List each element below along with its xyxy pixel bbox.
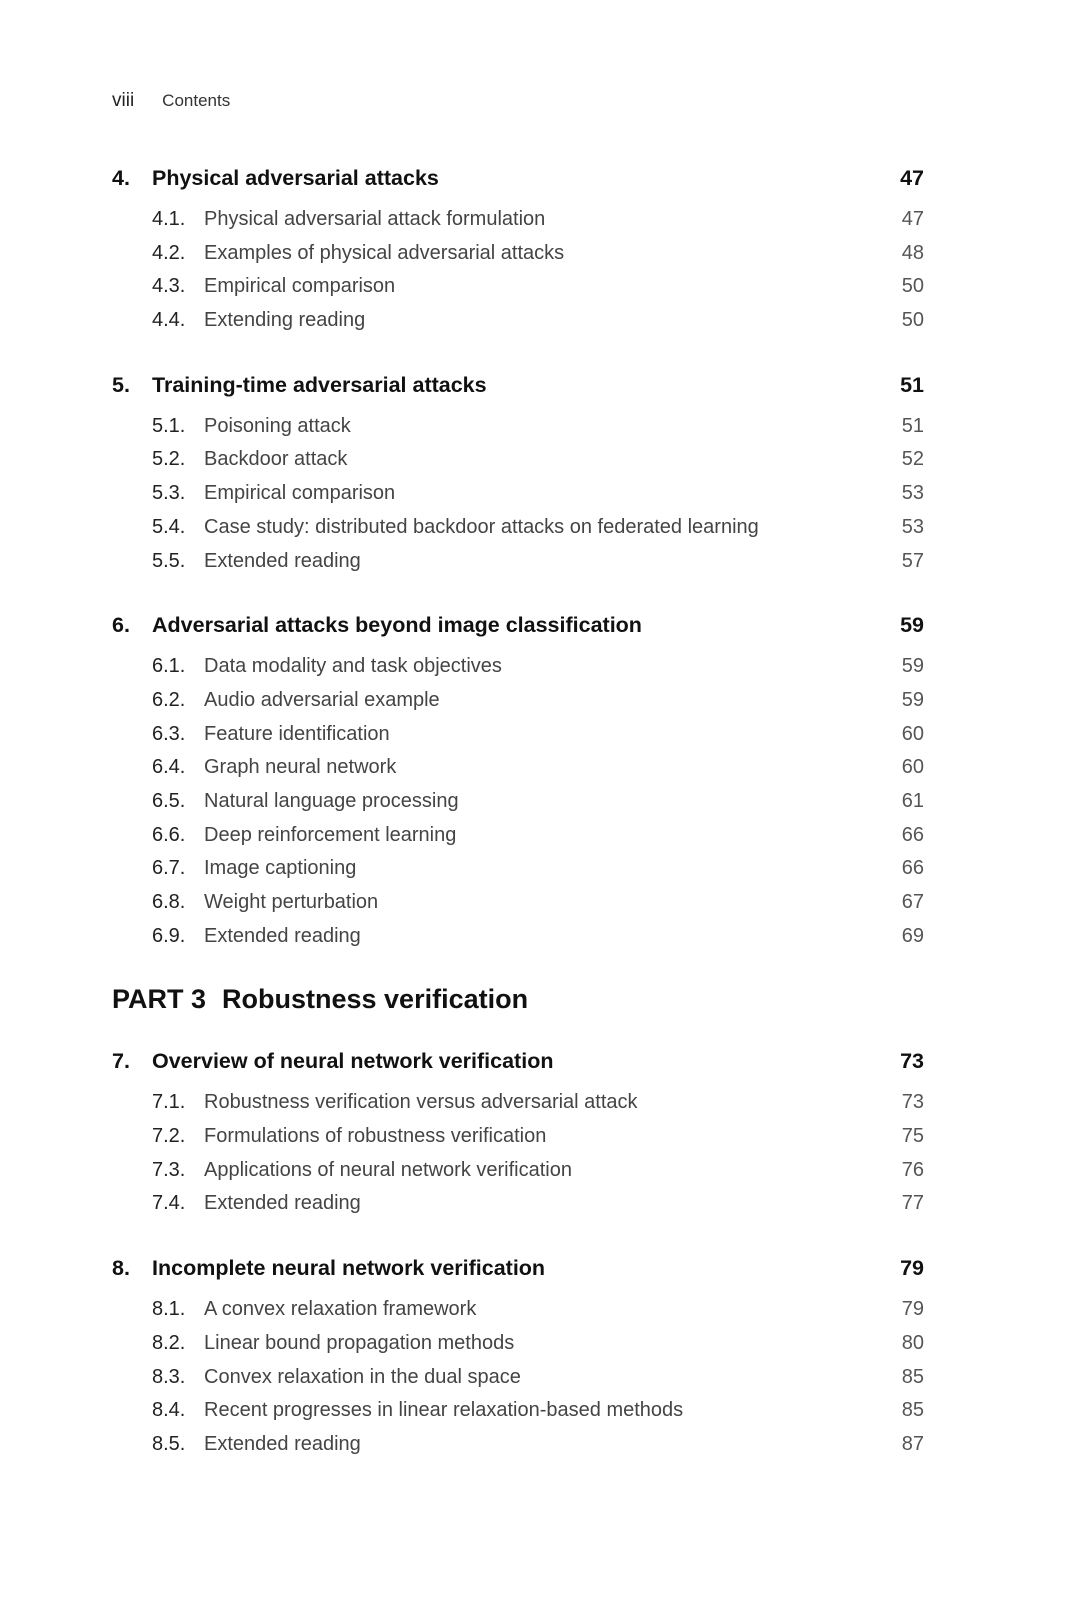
running-head — [112, 90, 230, 112]
section-title: Extended reading — [204, 1432, 361, 1455]
section-page: 69 — [901, 924, 924, 947]
section-entry[interactable] — [112, 824, 924, 858]
section-title: Recent progresses in linear relaxation-based methods — [204, 1399, 684, 1422]
section-entry[interactable] — [112, 655, 924, 689]
part-title: Robustness verification — [222, 984, 529, 1015]
chapter-entry[interactable] — [112, 373, 924, 403]
section-title: Poisoning attack — [204, 414, 351, 437]
chapter-page: 73 — [900, 1049, 924, 1074]
section-title: Extended reading — [204, 549, 361, 572]
section-title: Feature identification — [204, 722, 390, 745]
part-label: PART 3 — [112, 984, 207, 1015]
section-page: 75 — [901, 1125, 924, 1148]
section-number: 4.4. — [152, 309, 186, 332]
section-entry[interactable] — [112, 790, 924, 824]
section-entry[interactable] — [112, 1125, 924, 1159]
chapter-entry[interactable] — [112, 613, 924, 643]
section-page: 73 — [901, 1091, 924, 1114]
section-number: 8.1. — [152, 1298, 186, 1321]
section-number: 7.4. — [152, 1192, 186, 1215]
section-page: 77 — [901, 1192, 924, 1215]
section-title: Extended reading — [204, 924, 361, 947]
section-title: Graph neural network — [204, 756, 397, 779]
section-page: 50 — [901, 275, 924, 298]
section-list — [112, 1091, 924, 1226]
section-page: 61 — [901, 789, 924, 812]
section-title: Empirical comparison — [204, 275, 396, 298]
section-number: 6.6. — [152, 823, 186, 846]
section-title: Audio adversarial example — [204, 688, 440, 711]
chapter-page: 51 — [900, 372, 924, 397]
section-entry[interactable] — [112, 756, 924, 790]
section-entry[interactable] — [112, 482, 924, 516]
section-title: Physical adversarial attack formulation — [204, 208, 546, 230]
chapter-6 — [112, 613, 924, 958]
section-number: 6.5. — [152, 789, 186, 812]
chapter-entry[interactable] — [112, 166, 924, 196]
section-entry[interactable] — [112, 1399, 924, 1433]
section-number: 8.4. — [152, 1399, 186, 1422]
section-entry[interactable] — [112, 925, 924, 959]
section-page: 85 — [901, 1365, 924, 1388]
part-heading[interactable] — [112, 984, 924, 1015]
section-page: 79 — [901, 1298, 924, 1321]
chapter-title: Physical adversarial attacks — [152, 166, 439, 190]
section-entry[interactable] — [112, 208, 924, 242]
section-title: Robustness verification versus adversarial attack — [204, 1091, 638, 1114]
section-entry[interactable] — [112, 1366, 924, 1400]
section-entry[interactable] — [112, 1192, 924, 1226]
section-page: 47 — [901, 208, 924, 230]
section-number: 6.1. — [152, 655, 186, 678]
section-number: 7.3. — [152, 1158, 186, 1181]
section-page: 51 — [901, 414, 924, 437]
section-number: 8.5. — [152, 1432, 186, 1455]
section-number: 6.9. — [152, 924, 186, 947]
chapter-number: 5. — [112, 372, 130, 397]
section-page: 66 — [901, 823, 924, 846]
chapter-entry[interactable] — [112, 1049, 924, 1079]
section-title: Backdoor attack — [204, 448, 348, 471]
section-page: 60 — [901, 722, 924, 745]
section-title: Image captioning — [204, 857, 357, 880]
section-title: Case study: distributed backdoor attacks on federated learning — [204, 515, 759, 538]
section-page: 53 — [901, 482, 924, 505]
section-page: 57 — [901, 549, 924, 572]
section-number: 5.5. — [152, 549, 186, 572]
section-page: 80 — [901, 1331, 924, 1354]
section-page: 59 — [901, 688, 924, 711]
running-head-title: Contents — [162, 91, 231, 110]
spacer — [112, 343, 924, 373]
chapter-number: 7. — [112, 1049, 130, 1074]
section-list — [112, 655, 924, 958]
section-title: Applications of neural network verification — [204, 1158, 572, 1181]
section-page: 66 — [901, 857, 924, 880]
chapter-entry[interactable] — [112, 1256, 924, 1286]
section-number: 6.7. — [152, 857, 186, 880]
section-number: 6.2. — [152, 688, 186, 711]
chapter-title: Training-time adversarial attacks — [152, 372, 487, 397]
section-entry[interactable] — [112, 448, 924, 482]
section-number: 7.2. — [152, 1125, 186, 1148]
section-title: Weight perturbation — [204, 891, 379, 913]
chapter-page: 59 — [900, 613, 924, 638]
table-of-contents — [112, 166, 924, 1467]
section-number: 4.1. — [152, 208, 186, 230]
section-number: 6.8. — [152, 891, 186, 913]
section-title: Linear bound propagation methods — [204, 1331, 515, 1354]
chapter-8 — [112, 1256, 924, 1466]
section-title: A convex relaxation framework — [204, 1298, 477, 1321]
section-page: 50 — [901, 309, 924, 332]
chapter-page: 47 — [900, 166, 924, 190]
section-number: 8.2. — [152, 1331, 186, 1354]
section-number: 5.2. — [152, 448, 186, 471]
section-entry[interactable] — [112, 689, 924, 723]
chapter-number: 4. — [112, 166, 130, 190]
section-entry[interactable] — [112, 516, 924, 550]
section-page: 59 — [901, 655, 924, 678]
section-title: Formulations of robustness verification — [204, 1125, 547, 1148]
section-number: 6.3. — [152, 722, 186, 745]
section-page: 60 — [901, 756, 924, 779]
section-list — [112, 415, 924, 583]
section-title: Extending reading — [204, 309, 366, 332]
section-list — [112, 1298, 924, 1466]
section-number: 8.3. — [152, 1365, 186, 1388]
section-entry[interactable] — [112, 1332, 924, 1366]
section-page: 85 — [901, 1399, 924, 1422]
section-page: 67 — [901, 891, 924, 913]
chapter-number: 6. — [112, 613, 130, 638]
section-entry[interactable] — [112, 1159, 924, 1193]
section-title: Examples of physical adversarial attacks — [204, 241, 565, 264]
section-title: Natural language processing — [204, 789, 459, 812]
section-page: 87 — [901, 1432, 924, 1455]
section-number: 6.4. — [152, 756, 186, 779]
section-number: 4.2. — [152, 241, 186, 264]
section-title: Deep reinforcement learning — [204, 823, 457, 846]
section-entry[interactable] — [112, 723, 924, 757]
section-number: 5.4. — [152, 515, 186, 538]
chapter-page: 79 — [900, 1256, 924, 1281]
chapter-title: Adversarial attacks beyond image classification — [152, 613, 642, 638]
section-entry[interactable] — [112, 415, 924, 449]
section-page: 53 — [901, 515, 924, 538]
spacer — [112, 583, 924, 613]
chapter-5 — [112, 373, 924, 583]
section-page: 52 — [901, 448, 924, 471]
section-title: Convex relaxation in the dual space — [204, 1365, 521, 1388]
section-entry[interactable] — [112, 891, 924, 925]
section-entry[interactable] — [112, 1091, 924, 1125]
section-number: 4.3. — [152, 275, 186, 298]
section-entry[interactable] — [112, 1433, 924, 1467]
section-entry[interactable] — [112, 1298, 924, 1332]
section-entry[interactable] — [112, 309, 924, 343]
section-number: 5.1. — [152, 414, 186, 437]
section-entry[interactable] — [112, 550, 924, 584]
section-list — [112, 208, 924, 343]
section-title: Empirical comparison — [204, 482, 396, 505]
section-title: Extended reading — [204, 1192, 361, 1215]
section-page: 76 — [901, 1158, 924, 1181]
section-number: 5.3. — [152, 482, 186, 505]
chapter-4 — [112, 166, 924, 343]
section-entry[interactable] — [112, 242, 924, 276]
section-title: Data modality and task objectives — [204, 655, 502, 678]
section-entry[interactable] — [112, 275, 924, 309]
chapter-title: Incomplete neural network verification — [152, 1256, 546, 1281]
chapter-title: Overview of neural network verification — [152, 1049, 554, 1074]
chapter-7 — [112, 1049, 924, 1226]
page-folio: viii — [112, 90, 135, 111]
spacer — [112, 1226, 924, 1256]
chapter-number: 8. — [112, 1256, 130, 1281]
section-page: 48 — [901, 241, 924, 264]
section-number: 7.1. — [152, 1091, 186, 1114]
section-entry[interactable] — [112, 857, 924, 891]
